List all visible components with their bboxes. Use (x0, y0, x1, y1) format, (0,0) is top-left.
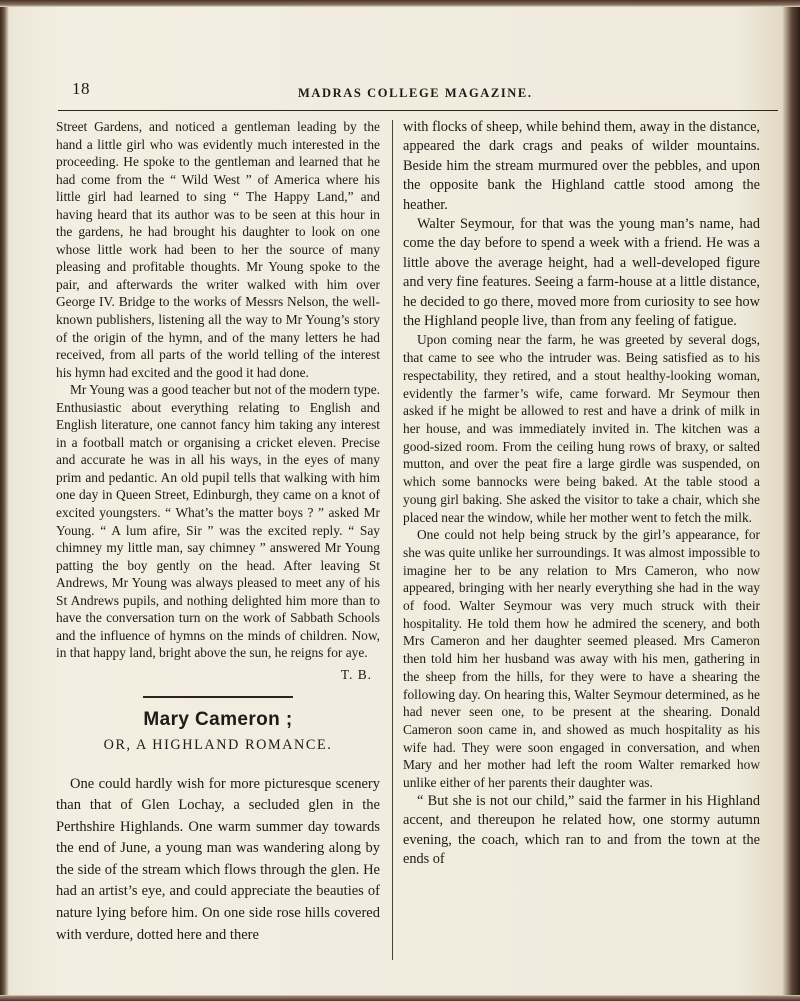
left-column (56, 118, 380, 946)
story-title: Mary Cameron ; (143, 708, 293, 730)
running-title: MADRAS COLLEGE MAGAZINE. (298, 86, 533, 100)
article-paragraph: Mr Young was a good teacher but not of the modern type. Enthusiastic about everything relating to English and English literature, one cannot fancy him taking any interest in a football match or organising a cricket eleven. Precise and accurate he was in all his ways, in the eyes of many prim and pedantic. An old pupil tells that walking with him one day in Queen Street, Edinburgh, they came on a knot of excited youngsters. “ What’s the matter boys ? ” asked Mr Young. “ A lum afire, Sir ” was the excited reply. “ Say chimney my little man, say chimney ” answered Mr Young patting the boy gently on the head. After leaving St Andrews, Mr Young was always pleased to meet any of his St Andrews pupils, and nothing delighted him more than to have the conversation turn on the work of Sabbath Schools and the influence of hymns on the minds of children. Now, in that happy land, bright above the sun, he reigns for aye. (56, 382, 380, 661)
story-paragraph: One could hardly wish for more picturesque scenery than that of Glen Lochay, a secluded glen in the Perthshire Highlands. One warm summer day towards the end of June, a young man was wandering along by the side of the stream which flows through the glen. He had an artist’s eye, and could appreciate the beauties of nature lying before him. On one side rose hills covered with verdure, dotted here and there (56, 775, 380, 943)
page-number: 18 (72, 79, 90, 98)
story-paragraph: Upon coming near the farm, he was greeted by several dogs, that came to see who the intruder was. Being satisfied as to his respectability, they retired, and a stout healthy-looking woman, evidently the farmer’s wife, came forward. Mr Seymour then asked if he might be allowed to rest and have a drink of milk in her house, and was immediately invited in. The kitchen was a good-sized room. From the ceiling hung rows of braxy, or salted mutton, and over the peat fire a large girdle was suspended, on which some bannocks were being baked. At the table stood a young girl baking. She asked the visitor to take a chair, which she placed near the window, while her mother went to fetch the milk. (403, 332, 760, 525)
author-initials: T. B. (340, 666, 372, 682)
story-opening (56, 774, 380, 947)
header-rule (58, 110, 778, 111)
article-paragraph: Street Gardens, and noticed a gentleman leading by the hand a little girl who was evidently much interested in the proceeding. He spoke to the gentleman and learned that he had come from the “ Wild West ” of America where his little girl had learned to sing “ The Happy Land,” and having heard that its author was to be seen at this hour in the gardens, he had brought his daughter to look on one whose little work had been to her the source of many pleasing and profitable thoughts. Mr Young spoke to the pair, and afterwards the writer walked with him over George IV. Bridge to the works of Messrs Nelson, the well-known publishers, listening all the way to Mr Young’s story of the origin of the hymn, and of the many letters he had received, from all parts of the world telling of the interest his hymn had excited and the good it had done. (56, 119, 380, 380)
right-column (403, 118, 760, 869)
page-bottom-edge (0, 995, 800, 1001)
story-subtitle: OR, A HIGHLAND ROMANCE. (103, 736, 333, 753)
column-divider (392, 120, 393, 960)
story-paragraph: “ But she is not our child,” said the farmer in his Highland accent, and thereupon he related how, one stormy autumn evening, the coach, which ran to and from the town at the ends of (403, 792, 760, 867)
story-paragraph: One could not help being struck by the girl’s appearance, for she was quite unlike her surroundings. It was almost impossible to imagine her to be any relation to Mrs Cameron, who now appeared, bringing with her nearly everything she had in the way of food. Walter Seymour was very much struck with their hospitality. He told them how he admired the scenery, and both Mrs Cameron and her daughter seemed pleased. Mrs Cameron then told him her husband was away with his men, gathering in the sheep from the hills, for they were to have a shearing the following day. On hearing this, Walter Seymour determined, as he had never seen one, to be present at the shearing. Donald Cameron soon came in, and showed as much hospitality as his wife had. They were soon engaged in conversation, and when Mary and her mother had left the room Walter remarked how unlike either of her parents their daughter was. (403, 527, 760, 791)
story-paragraph: Walter Seymour, for that was the young man’s name, had come the day before to spend a week with a friend. He was a little above the average height, had a well-developed figure and very fine features. Seeing a farm-house at a little distance, he decided to go there, moved more from curiosity to see how the Highland people live, than from any feeling of fatigue. (403, 216, 760, 330)
story-paragraph: with flocks of sheep, while behind them, away in the distance, appeared the dark crags and peaks of wilder mountains. Beside him the stream murmured over the pebbles, and upon the opposite bank the Highland cattle stood among the heather. (403, 119, 760, 213)
story-separator-rule (143, 696, 293, 698)
